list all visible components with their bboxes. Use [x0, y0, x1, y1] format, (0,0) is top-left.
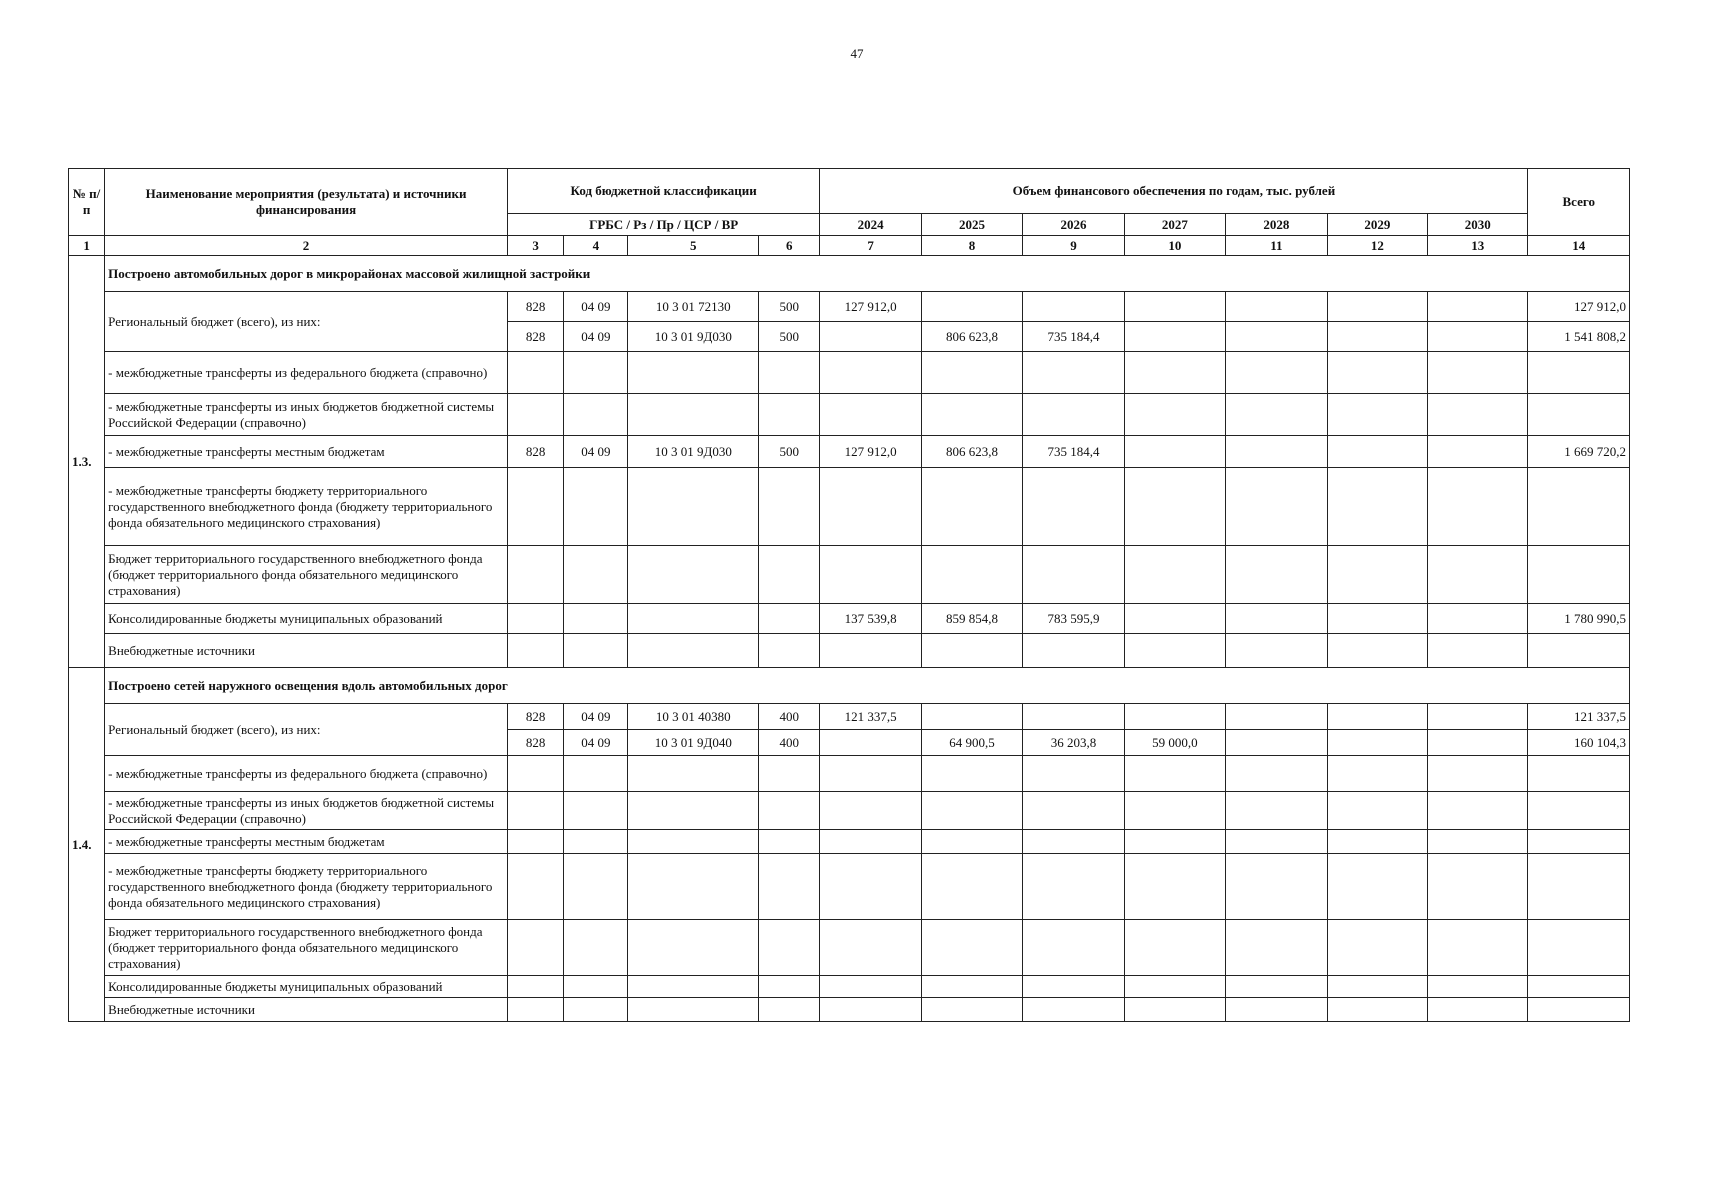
- total-cell: [1528, 634, 1630, 668]
- value-2025-cell: [921, 468, 1022, 546]
- grbs-cell: [507, 854, 563, 920]
- value-2030-cell: [1428, 546, 1528, 604]
- funding-source-name: Консолидированные бюджеты муниципальных образований: [105, 976, 508, 998]
- column-index: 9: [1023, 236, 1124, 256]
- total-cell: [1528, 792, 1630, 830]
- funding-source-name: Внебюджетные источники: [105, 634, 508, 668]
- value-2026-cell: [1023, 976, 1124, 998]
- csr-cell: [628, 394, 759, 436]
- vr-cell: [759, 830, 820, 854]
- funding-row: [69, 546, 1630, 604]
- value-2026-cell: [1023, 634, 1124, 668]
- total-cell: 1 669 720,2: [1528, 436, 1630, 468]
- csr-cell: [628, 634, 759, 668]
- value-2029-cell: [1327, 792, 1427, 830]
- funding-source-name: - межбюджетные трансферты местным бюджетам: [105, 830, 508, 854]
- rz-pr-cell: [564, 792, 628, 830]
- total-cell: 127 912,0: [1528, 292, 1630, 322]
- value-2028-cell: [1226, 322, 1327, 352]
- section-number: 1.4.: [69, 668, 105, 1022]
- value-2026-cell: [1023, 468, 1124, 546]
- value-2028-cell: [1226, 920, 1327, 976]
- grbs-cell: 828: [507, 292, 563, 322]
- funding-source-name: - межбюджетные трансферты из федерального бюджета (справочно): [105, 756, 508, 792]
- value-2028-cell: [1226, 854, 1327, 920]
- grbs-cell: [507, 976, 563, 998]
- value-2026-cell: [1023, 704, 1124, 730]
- value-2026-cell: 735 184,4: [1023, 322, 1124, 352]
- value-2026-cell: [1023, 830, 1124, 854]
- value-2025-cell: [921, 352, 1022, 394]
- value-2028-cell: [1226, 634, 1327, 668]
- value-2028-cell: [1226, 704, 1327, 730]
- vr-cell: [759, 854, 820, 920]
- value-2025-cell: 64 900,5: [921, 730, 1022, 756]
- column-index: 5: [628, 236, 759, 256]
- value-2025-cell: [921, 920, 1022, 976]
- value-2029-cell: [1327, 322, 1427, 352]
- value-2027-cell: [1124, 292, 1225, 322]
- value-2024-cell: [820, 976, 921, 998]
- value-2028-cell: [1226, 756, 1327, 792]
- funding-row: [69, 830, 1630, 854]
- vr-cell: [759, 998, 820, 1022]
- value-2025-cell: [921, 394, 1022, 436]
- total-cell: 1 541 808,2: [1528, 322, 1630, 352]
- value-2024-cell: [820, 756, 921, 792]
- grbs-cell: [507, 468, 563, 546]
- value-2029-cell: [1327, 998, 1427, 1022]
- value-2027-cell: [1124, 756, 1225, 792]
- value-2024-cell: 127 912,0: [820, 436, 921, 468]
- year-header: 2027: [1124, 214, 1225, 236]
- value-2029-cell: [1327, 394, 1427, 436]
- value-2030-cell: [1428, 976, 1528, 998]
- funding-row: [69, 920, 1630, 976]
- value-2030-cell: [1428, 854, 1528, 920]
- value-2025-cell: 806 623,8: [921, 322, 1022, 352]
- value-2026-cell: [1023, 998, 1124, 1022]
- value-2030-cell: [1428, 792, 1528, 830]
- year-header: 2025: [921, 214, 1022, 236]
- year-header: 2026: [1023, 214, 1124, 236]
- column-index: 7: [820, 236, 921, 256]
- value-2027-cell: [1124, 394, 1225, 436]
- column-index: 13: [1428, 236, 1528, 256]
- value-2027-cell: [1124, 920, 1225, 976]
- value-2028-cell: [1226, 604, 1327, 634]
- grbs-cell: [507, 546, 563, 604]
- funding-row: [69, 604, 1630, 634]
- rz-pr-cell: [564, 920, 628, 976]
- value-2030-cell: [1428, 704, 1528, 730]
- column-index: 11: [1226, 236, 1327, 256]
- value-2026-cell: [1023, 292, 1124, 322]
- csr-cell: [628, 546, 759, 604]
- value-2026-cell: [1023, 920, 1124, 976]
- value-2028-cell: [1226, 830, 1327, 854]
- vr-cell: [759, 604, 820, 634]
- total-cell: [1528, 920, 1630, 976]
- column-index: 12: [1327, 236, 1427, 256]
- total-cell: [1528, 830, 1630, 854]
- funding-row: [69, 854, 1630, 920]
- total-cell: 121 337,5: [1528, 704, 1630, 730]
- header-row: [69, 169, 1630, 214]
- value-2025-cell: [921, 292, 1022, 322]
- csr-cell: [628, 352, 759, 394]
- value-2026-cell: 36 203,8: [1023, 730, 1124, 756]
- grbs-cell: [507, 920, 563, 976]
- value-2026-cell: 783 595,9: [1023, 604, 1124, 634]
- funding-source-name: - межбюджетные трансферты бюджету территориального государственного внебюджетного фонда (бюджету территориального фонда обязательного медицинского страхования): [105, 854, 508, 920]
- value-2030-cell: [1428, 604, 1528, 634]
- value-2024-cell: [820, 394, 921, 436]
- value-2026-cell: [1023, 854, 1124, 920]
- vr-cell: [759, 546, 820, 604]
- value-2027-cell: [1124, 468, 1225, 546]
- value-2024-cell: [820, 998, 921, 1022]
- value-2030-cell: [1428, 634, 1528, 668]
- value-2025-cell: [921, 756, 1022, 792]
- vr-cell: [759, 394, 820, 436]
- col-code-subheader: ГРБС / Рз / Пр / ЦСР / ВР: [507, 214, 819, 236]
- csr-cell: 10 3 01 9Д030: [628, 436, 759, 468]
- value-2027-cell: [1124, 976, 1225, 998]
- column-index: 14: [1528, 236, 1630, 256]
- value-2030-cell: [1428, 322, 1528, 352]
- col-volume-header: Объем финансового обеспечения по годам, тыс. рублей: [820, 169, 1528, 214]
- rz-pr-cell: [564, 546, 628, 604]
- rz-pr-cell: [564, 468, 628, 546]
- value-2025-cell: 806 623,8: [921, 436, 1022, 468]
- rz-pr-cell: [564, 976, 628, 998]
- funding-source-name: - межбюджетные трансферты из иных бюджетов бюджетной системы Российской Федерации (справочно): [105, 792, 508, 830]
- value-2027-cell: [1124, 322, 1225, 352]
- funding-row: [69, 468, 1630, 546]
- value-2029-cell: [1327, 604, 1427, 634]
- table-body: [69, 169, 1630, 1022]
- grbs-cell: 828: [507, 704, 563, 730]
- csr-cell: [628, 854, 759, 920]
- value-2025-cell: [921, 854, 1022, 920]
- section-title-row: [69, 668, 1630, 704]
- funding-row: [69, 704, 1630, 730]
- value-2026-cell: [1023, 546, 1124, 604]
- funding-source-name: Внебюджетные источники: [105, 998, 508, 1022]
- col-code-header: Код бюджетной классификации: [507, 169, 819, 214]
- section-number: 1.3.: [69, 256, 105, 668]
- grbs-cell: 828: [507, 436, 563, 468]
- value-2027-cell: [1124, 546, 1225, 604]
- funding-row: [69, 792, 1630, 830]
- total-cell: [1528, 756, 1630, 792]
- funding-source-name: - межбюджетные трансферты из федерального бюджета (справочно): [105, 352, 508, 394]
- value-2024-cell: [820, 792, 921, 830]
- value-2029-cell: [1327, 292, 1427, 322]
- rz-pr-cell: [564, 998, 628, 1022]
- value-2025-cell: [921, 792, 1022, 830]
- total-cell: [1528, 546, 1630, 604]
- value-2024-cell: [820, 920, 921, 976]
- value-2024-cell: [820, 468, 921, 546]
- rz-pr-cell: 04 09: [564, 730, 628, 756]
- csr-cell: [628, 976, 759, 998]
- value-2026-cell: 735 184,4: [1023, 436, 1124, 468]
- value-2027-cell: [1124, 352, 1225, 394]
- value-2025-cell: [921, 546, 1022, 604]
- grbs-cell: [507, 394, 563, 436]
- value-2024-cell: [820, 830, 921, 854]
- col-name-header: Наименование мероприятия (результата) и источники финансирования: [105, 169, 508, 236]
- funding-source-name: - межбюджетные трансферты местным бюджетам: [105, 436, 508, 468]
- funding-source-name: Бюджет территориального государственного внебюджетного фонда (бюджет территориального фонда обязательного медицинского страхования): [105, 920, 508, 976]
- value-2025-cell: [921, 976, 1022, 998]
- value-2029-cell: [1327, 854, 1427, 920]
- funding-row: [69, 394, 1630, 436]
- value-2025-cell: [921, 998, 1022, 1022]
- value-2024-cell: [820, 352, 921, 394]
- column-index: 2: [105, 236, 508, 256]
- value-2024-cell: [820, 730, 921, 756]
- funding-row: [69, 998, 1630, 1022]
- funding-source-name: Региональный бюджет (всего), из них:: [105, 292, 508, 352]
- budget-table: [68, 168, 1630, 1022]
- value-2024-cell: [820, 854, 921, 920]
- value-2024-cell: [820, 546, 921, 604]
- grbs-cell: [507, 756, 563, 792]
- col-total-header: Всего: [1528, 169, 1630, 236]
- rz-pr-cell: 04 09: [564, 322, 628, 352]
- column-index: 6: [759, 236, 820, 256]
- column-index: 3: [507, 236, 563, 256]
- csr-cell: [628, 756, 759, 792]
- value-2024-cell: 121 337,5: [820, 704, 921, 730]
- value-2029-cell: [1327, 546, 1427, 604]
- vr-cell: 500: [759, 292, 820, 322]
- total-cell: [1528, 854, 1630, 920]
- csr-cell: 10 3 01 9Д030: [628, 322, 759, 352]
- value-2030-cell: [1428, 830, 1528, 854]
- column-index: 4: [564, 236, 628, 256]
- csr-cell: [628, 468, 759, 546]
- value-2024-cell: 127 912,0: [820, 292, 921, 322]
- value-2027-cell: [1124, 792, 1225, 830]
- rz-pr-cell: [564, 634, 628, 668]
- value-2025-cell: [921, 704, 1022, 730]
- column-index: 10: [1124, 236, 1225, 256]
- total-cell: 1 780 990,5: [1528, 604, 1630, 634]
- vr-cell: [759, 468, 820, 546]
- value-2029-cell: [1327, 704, 1427, 730]
- value-2029-cell: [1327, 436, 1427, 468]
- value-2027-cell: 59 000,0: [1124, 730, 1225, 756]
- value-2027-cell: [1124, 634, 1225, 668]
- value-2027-cell: [1124, 436, 1225, 468]
- funding-source-name: - межбюджетные трансферты бюджету территориального государственного внебюджетного фонда (бюджету территориального фонда обязательного медицинского страхования): [105, 468, 508, 546]
- value-2027-cell: [1124, 604, 1225, 634]
- rz-pr-cell: [564, 830, 628, 854]
- grbs-cell: 828: [507, 730, 563, 756]
- value-2029-cell: [1327, 920, 1427, 976]
- value-2028-cell: [1226, 436, 1327, 468]
- rz-pr-cell: [564, 604, 628, 634]
- value-2027-cell: [1124, 854, 1225, 920]
- value-2029-cell: [1327, 756, 1427, 792]
- funding-row: [69, 756, 1630, 792]
- vr-cell: [759, 976, 820, 998]
- year-header: 2024: [820, 214, 921, 236]
- section-title: Построено сетей наружного освещения вдоль автомобильных дорог: [105, 668, 1630, 704]
- rz-pr-cell: [564, 394, 628, 436]
- funding-source-name: Бюджет территориального государственного внебюджетного фонда (бюджет территориального фонда обязательного медицинского страхования): [105, 546, 508, 604]
- value-2030-cell: [1428, 394, 1528, 436]
- total-cell: [1528, 976, 1630, 998]
- section-title-row: [69, 256, 1630, 292]
- page-number: 47: [850, 46, 864, 61]
- value-2028-cell: [1226, 730, 1327, 756]
- value-2028-cell: [1226, 546, 1327, 604]
- value-2028-cell: [1226, 352, 1327, 394]
- value-2027-cell: [1124, 998, 1225, 1022]
- total-cell: [1528, 468, 1630, 546]
- value-2026-cell: [1023, 756, 1124, 792]
- value-2029-cell: [1327, 730, 1427, 756]
- value-2026-cell: [1023, 352, 1124, 394]
- grbs-cell: [507, 604, 563, 634]
- vr-cell: 400: [759, 730, 820, 756]
- column-index-row: [69, 236, 1630, 256]
- vr-cell: [759, 792, 820, 830]
- grbs-cell: [507, 634, 563, 668]
- funding-source-name: Региональный бюджет (всего), из них:: [105, 704, 508, 756]
- rz-pr-cell: [564, 854, 628, 920]
- rz-pr-cell: 04 09: [564, 704, 628, 730]
- year-header: 2029: [1327, 214, 1427, 236]
- csr-cell: 10 3 01 72130: [628, 292, 759, 322]
- value-2028-cell: [1226, 394, 1327, 436]
- csr-cell: [628, 830, 759, 854]
- value-2030-cell: [1428, 468, 1528, 546]
- grbs-cell: [507, 830, 563, 854]
- funding-row: [69, 292, 1630, 322]
- funding-row: [69, 352, 1630, 394]
- value-2028-cell: [1226, 976, 1327, 998]
- rz-pr-cell: [564, 756, 628, 792]
- vr-cell: [759, 352, 820, 394]
- value-2029-cell: [1327, 468, 1427, 546]
- value-2029-cell: [1327, 976, 1427, 998]
- value-2026-cell: [1023, 792, 1124, 830]
- year-header: 2030: [1428, 214, 1528, 236]
- vr-cell: [759, 756, 820, 792]
- total-cell: [1528, 352, 1630, 394]
- grbs-cell: [507, 998, 563, 1022]
- value-2028-cell: [1226, 998, 1327, 1022]
- value-2024-cell: 137 539,8: [820, 604, 921, 634]
- value-2029-cell: [1327, 634, 1427, 668]
- funding-row: [69, 436, 1630, 468]
- rz-pr-cell: [564, 352, 628, 394]
- funding-source-name: - межбюджетные трансферты из иных бюджетов бюджетной системы Российской Федерации (справочно): [105, 394, 508, 436]
- value-2030-cell: [1428, 756, 1528, 792]
- csr-cell: 10 3 01 9Д040: [628, 730, 759, 756]
- value-2030-cell: [1428, 730, 1528, 756]
- csr-cell: [628, 792, 759, 830]
- total-cell: [1528, 394, 1630, 436]
- grbs-cell: 828: [507, 322, 563, 352]
- funding-row: [69, 634, 1630, 668]
- value-2029-cell: [1327, 830, 1427, 854]
- csr-cell: [628, 998, 759, 1022]
- value-2025-cell: 859 854,8: [921, 604, 1022, 634]
- rz-pr-cell: 04 09: [564, 436, 628, 468]
- vr-cell: 500: [759, 436, 820, 468]
- value-2030-cell: [1428, 998, 1528, 1022]
- value-2025-cell: [921, 634, 1022, 668]
- value-2027-cell: [1124, 704, 1225, 730]
- funding-row: [69, 976, 1630, 998]
- csr-cell: 10 3 01 40380: [628, 704, 759, 730]
- year-header: 2028: [1226, 214, 1327, 236]
- total-cell: [1528, 998, 1630, 1022]
- rz-pr-cell: 04 09: [564, 292, 628, 322]
- value-2025-cell: [921, 830, 1022, 854]
- value-2026-cell: [1023, 394, 1124, 436]
- vr-cell: [759, 634, 820, 668]
- vr-cell: [759, 920, 820, 976]
- value-2030-cell: [1428, 292, 1528, 322]
- column-index: 1: [69, 236, 105, 256]
- csr-cell: [628, 604, 759, 634]
- grbs-cell: [507, 792, 563, 830]
- value-2030-cell: [1428, 920, 1528, 976]
- vr-cell: 500: [759, 322, 820, 352]
- value-2030-cell: [1428, 352, 1528, 394]
- value-2028-cell: [1226, 468, 1327, 546]
- csr-cell: [628, 920, 759, 976]
- grbs-cell: [507, 352, 563, 394]
- section-title: Построено автомобильных дорог в микрорайонах массовой жилищной застройки: [105, 256, 1630, 292]
- value-2030-cell: [1428, 436, 1528, 468]
- value-2028-cell: [1226, 792, 1327, 830]
- vr-cell: 400: [759, 704, 820, 730]
- col-num-header: № п/п: [69, 169, 105, 236]
- value-2027-cell: [1124, 830, 1225, 854]
- value-2024-cell: [820, 322, 921, 352]
- value-2028-cell: [1226, 292, 1327, 322]
- value-2024-cell: [820, 634, 921, 668]
- value-2029-cell: [1327, 352, 1427, 394]
- total-cell: 160 104,3: [1528, 730, 1630, 756]
- funding-source-name: Консолидированные бюджеты муниципальных образований: [105, 604, 508, 634]
- column-index: 8: [921, 236, 1022, 256]
